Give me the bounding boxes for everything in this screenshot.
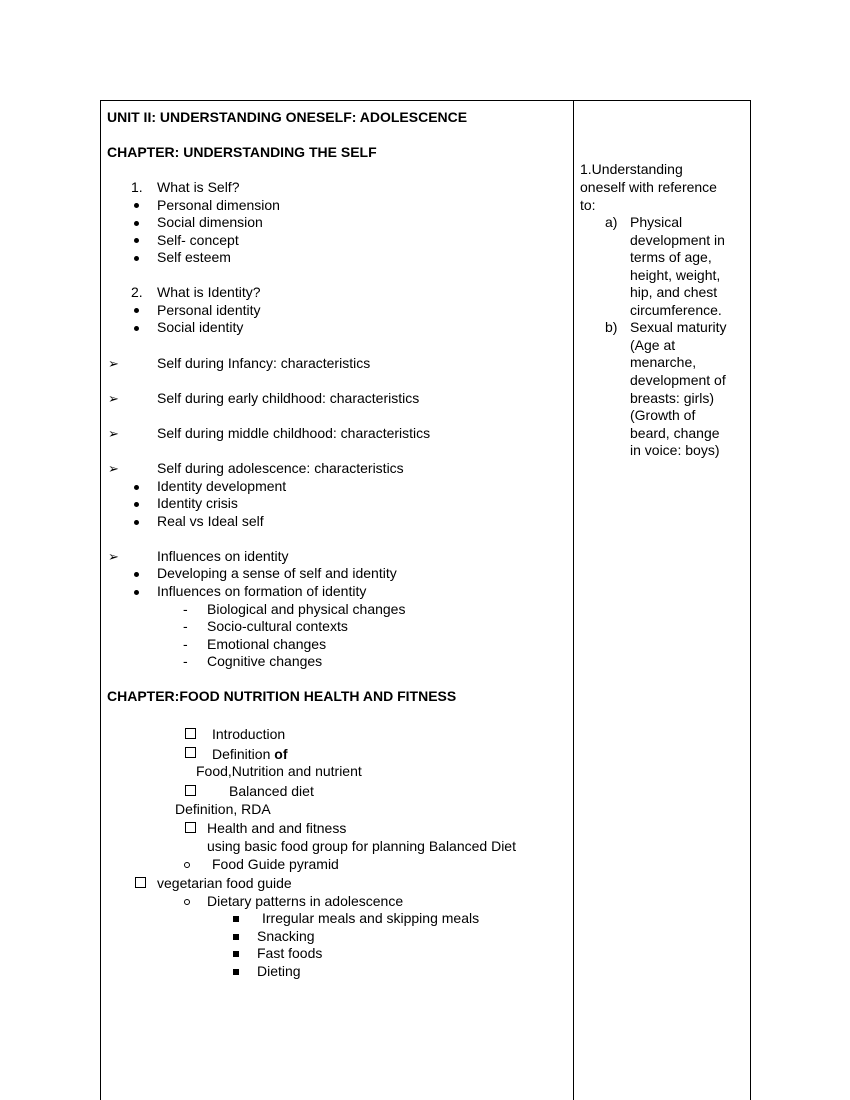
list-item: Self during middle childhood: characteristics <box>157 425 431 441</box>
chapter-food-nutrition-title: CHAPTER:FOOD NUTRITION HEALTH AND FITNESS <box>107 688 457 704</box>
arrow-bullet-icon: ➢ <box>108 356 119 371</box>
bullet-icon <box>134 590 139 595</box>
checkbox-icon <box>135 877 146 888</box>
dash-bullet-icon: - <box>183 601 188 617</box>
list-item: Introduction <box>212 726 286 742</box>
list-item: Irregular meals and skipping meals <box>262 910 480 926</box>
bullet-icon <box>134 485 139 490</box>
circle-bullet-icon <box>184 899 190 905</box>
sub-item-b-line: beard, change <box>630 425 720 441</box>
list-item-continuation: using basic food group for planning Balanced Diet <box>207 838 516 854</box>
question-what-is-self: What is Self? <box>157 179 240 195</box>
sub-item-b-line: menarche, <box>630 354 697 370</box>
chapter-understanding-self-title: CHAPTER: UNDERSTANDING THE SELF <box>107 144 377 160</box>
list-item: Self during adolescence: characteristics <box>157 460 404 476</box>
sub-item-b-line: breasts: girls) <box>630 390 715 406</box>
bullet-icon <box>134 520 139 525</box>
list-item: Influences on formation of identity <box>157 583 367 599</box>
bullet-icon <box>134 221 139 226</box>
list-item: Cognitive changes <box>207 653 323 669</box>
sub-item-b-line: in voice: boys) <box>630 442 720 458</box>
dash-bullet-icon: - <box>183 653 188 669</box>
bullet-icon <box>134 572 139 577</box>
bullet-icon <box>134 256 139 261</box>
checkbox-icon <box>185 728 196 739</box>
list-item: Socio-cultural contexts <box>207 618 348 634</box>
arrow-bullet-icon: ➢ <box>108 391 119 406</box>
objective-line: to: <box>580 197 596 213</box>
question-what-is-identity: What is Identity? <box>157 284 261 300</box>
arrow-bullet-icon: ➢ <box>108 426 119 441</box>
dash-bullet-icon: - <box>183 636 188 652</box>
question-1-number: 1. <box>131 179 143 195</box>
list-item: Snacking <box>257 928 315 944</box>
square-bullet-icon <box>233 969 239 975</box>
sub-item-a-line: circumference. <box>630 302 722 318</box>
checkbox-icon <box>185 747 196 758</box>
circle-bullet-icon <box>184 862 190 868</box>
sub-item-b-label: b) <box>605 319 618 335</box>
objective-line: 1.Understanding <box>580 161 683 177</box>
column-divider <box>573 101 574 1100</box>
list-item: Self during early childhood: characteristics <box>157 390 420 406</box>
list-item: Health and and fitness <box>207 820 347 836</box>
list-item: Biological and physical changes <box>207 601 406 617</box>
bullet-icon <box>134 203 139 208</box>
sub-item-a-line: hip, and chest <box>630 284 718 300</box>
sub-item-b-line: (Age at <box>630 337 676 353</box>
checkbox-icon <box>185 822 196 833</box>
checkbox-icon <box>185 785 196 796</box>
objective-line: oneself with reference <box>580 179 717 195</box>
square-bullet-icon <box>233 916 239 922</box>
list-item: Self esteem <box>157 249 231 265</box>
bullet-icon <box>134 326 139 331</box>
square-bullet-icon <box>233 951 239 957</box>
list-item: Dieting <box>257 963 301 979</box>
list-item: Developing a sense of self and identity <box>157 565 397 581</box>
bullet-icon <box>134 308 139 313</box>
sub-item-b-line: (Growth of <box>630 407 696 423</box>
list-item <box>212 746 287 763</box>
arrow-bullet-icon: ➢ <box>108 549 119 564</box>
sub-item-a-line: terms of age, <box>630 249 712 265</box>
definition-prefix: Definition <box>212 746 275 762</box>
list-item: Emotional changes <box>207 636 327 652</box>
list-item: Real vs Ideal self <box>157 513 264 529</box>
question-2-number: 2. <box>131 284 143 300</box>
list-item: Fast foods <box>257 945 323 961</box>
list-item: Dietary patterns in adolescence <box>207 893 404 909</box>
list-item: Social identity <box>157 319 244 335</box>
list-item: Identity development <box>157 478 287 494</box>
unit-title: UNIT II: UNDERSTANDING ONESELF: ADOLESCENCE <box>107 109 468 125</box>
sub-item-a-line: Physical <box>630 214 683 230</box>
list-item: Personal identity <box>157 302 261 318</box>
definition-bold: of <box>274 746 288 762</box>
dash-bullet-icon: - <box>183 618 188 634</box>
list-item: vegetarian food guide <box>157 875 292 891</box>
sub-item-a-label: a) <box>605 214 618 230</box>
list-item: Self during Infancy: characteristics <box>157 355 371 371</box>
list-item: Personal dimension <box>157 197 280 213</box>
arrow-bullet-icon: ➢ <box>108 461 119 476</box>
list-item: Identity crisis <box>157 495 238 511</box>
sub-item-a-line: development in <box>630 232 725 248</box>
bullet-icon <box>134 238 139 243</box>
list-item: Social dimension <box>157 214 263 230</box>
list-item: Self- concept <box>157 232 239 248</box>
sub-item-b-line: development of <box>630 372 726 388</box>
list-item-continuation: Food,Nutrition and nutrient <box>196 763 362 779</box>
square-bullet-icon <box>233 934 239 940</box>
list-item-continuation: Definition, RDA <box>175 801 271 817</box>
list-item: Food Guide pyramid <box>212 856 339 872</box>
influences-title: Influences on identity <box>157 548 289 564</box>
sub-item-a-line: height, weight, <box>630 267 721 283</box>
list-item: Balanced diet <box>229 783 314 799</box>
bullet-icon <box>134 502 139 507</box>
sub-item-b-line: Sexual maturity <box>630 319 727 335</box>
